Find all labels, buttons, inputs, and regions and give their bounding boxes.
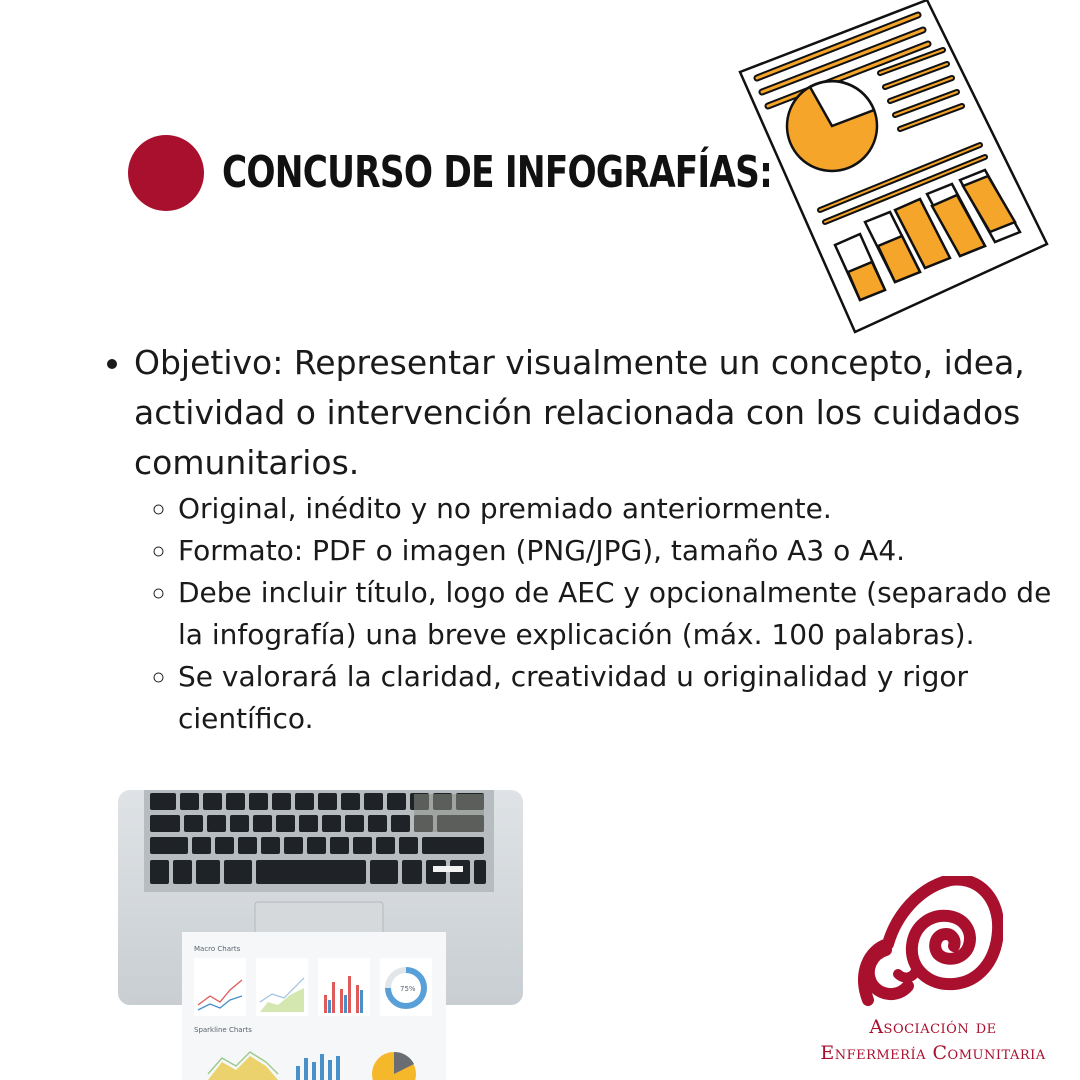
objective-item — [134, 338, 1064, 740]
infographic-document-illustration — [735, 0, 1055, 335]
laptop-with-charts-photo — [118, 790, 528, 1080]
page-title: CONCURSO DE INFOGRAFÍAS: — [222, 147, 773, 198]
requirements-list — [134, 488, 1064, 740]
logo-line-1: Asociación de — [869, 1016, 997, 1038]
sheet-heading-2: Sparkline Charts — [194, 1026, 252, 1034]
sheet-heading: Macro Charts — [194, 945, 241, 953]
logo-line-2: Enfermería Comunitaria — [820, 1042, 1046, 1064]
red-circle-bullet — [128, 135, 204, 211]
requirement-item: ◦ Original, inédito y no premiado anteriormente. — [178, 488, 1064, 530]
requirement-item: ◦ Formato: PDF o imagen (PNG/JPG), tamaño A3 o A4. — [178, 530, 1064, 572]
objective-text: Objetivo: Representar visualmente un concepto, idea, actividad o intervención relacionada con los cuidados comunitarios. — [134, 343, 1025, 482]
contest-rules-list — [100, 338, 1064, 740]
aec-logo-text — [790, 1014, 1076, 1066]
donut-value: 75% — [400, 985, 416, 993]
requirement-item: ◦ Debe incluir título, logo de AEC y opcionalmente (separado de la infografía) una breve explicación (máx. 100 palabras). — [178, 572, 1064, 656]
aec-logo-icon — [858, 876, 1003, 1011]
requirement-item: ◦ Se valorará la claridad, creatividad u originalidad y rigor científico. — [178, 656, 1064, 740]
